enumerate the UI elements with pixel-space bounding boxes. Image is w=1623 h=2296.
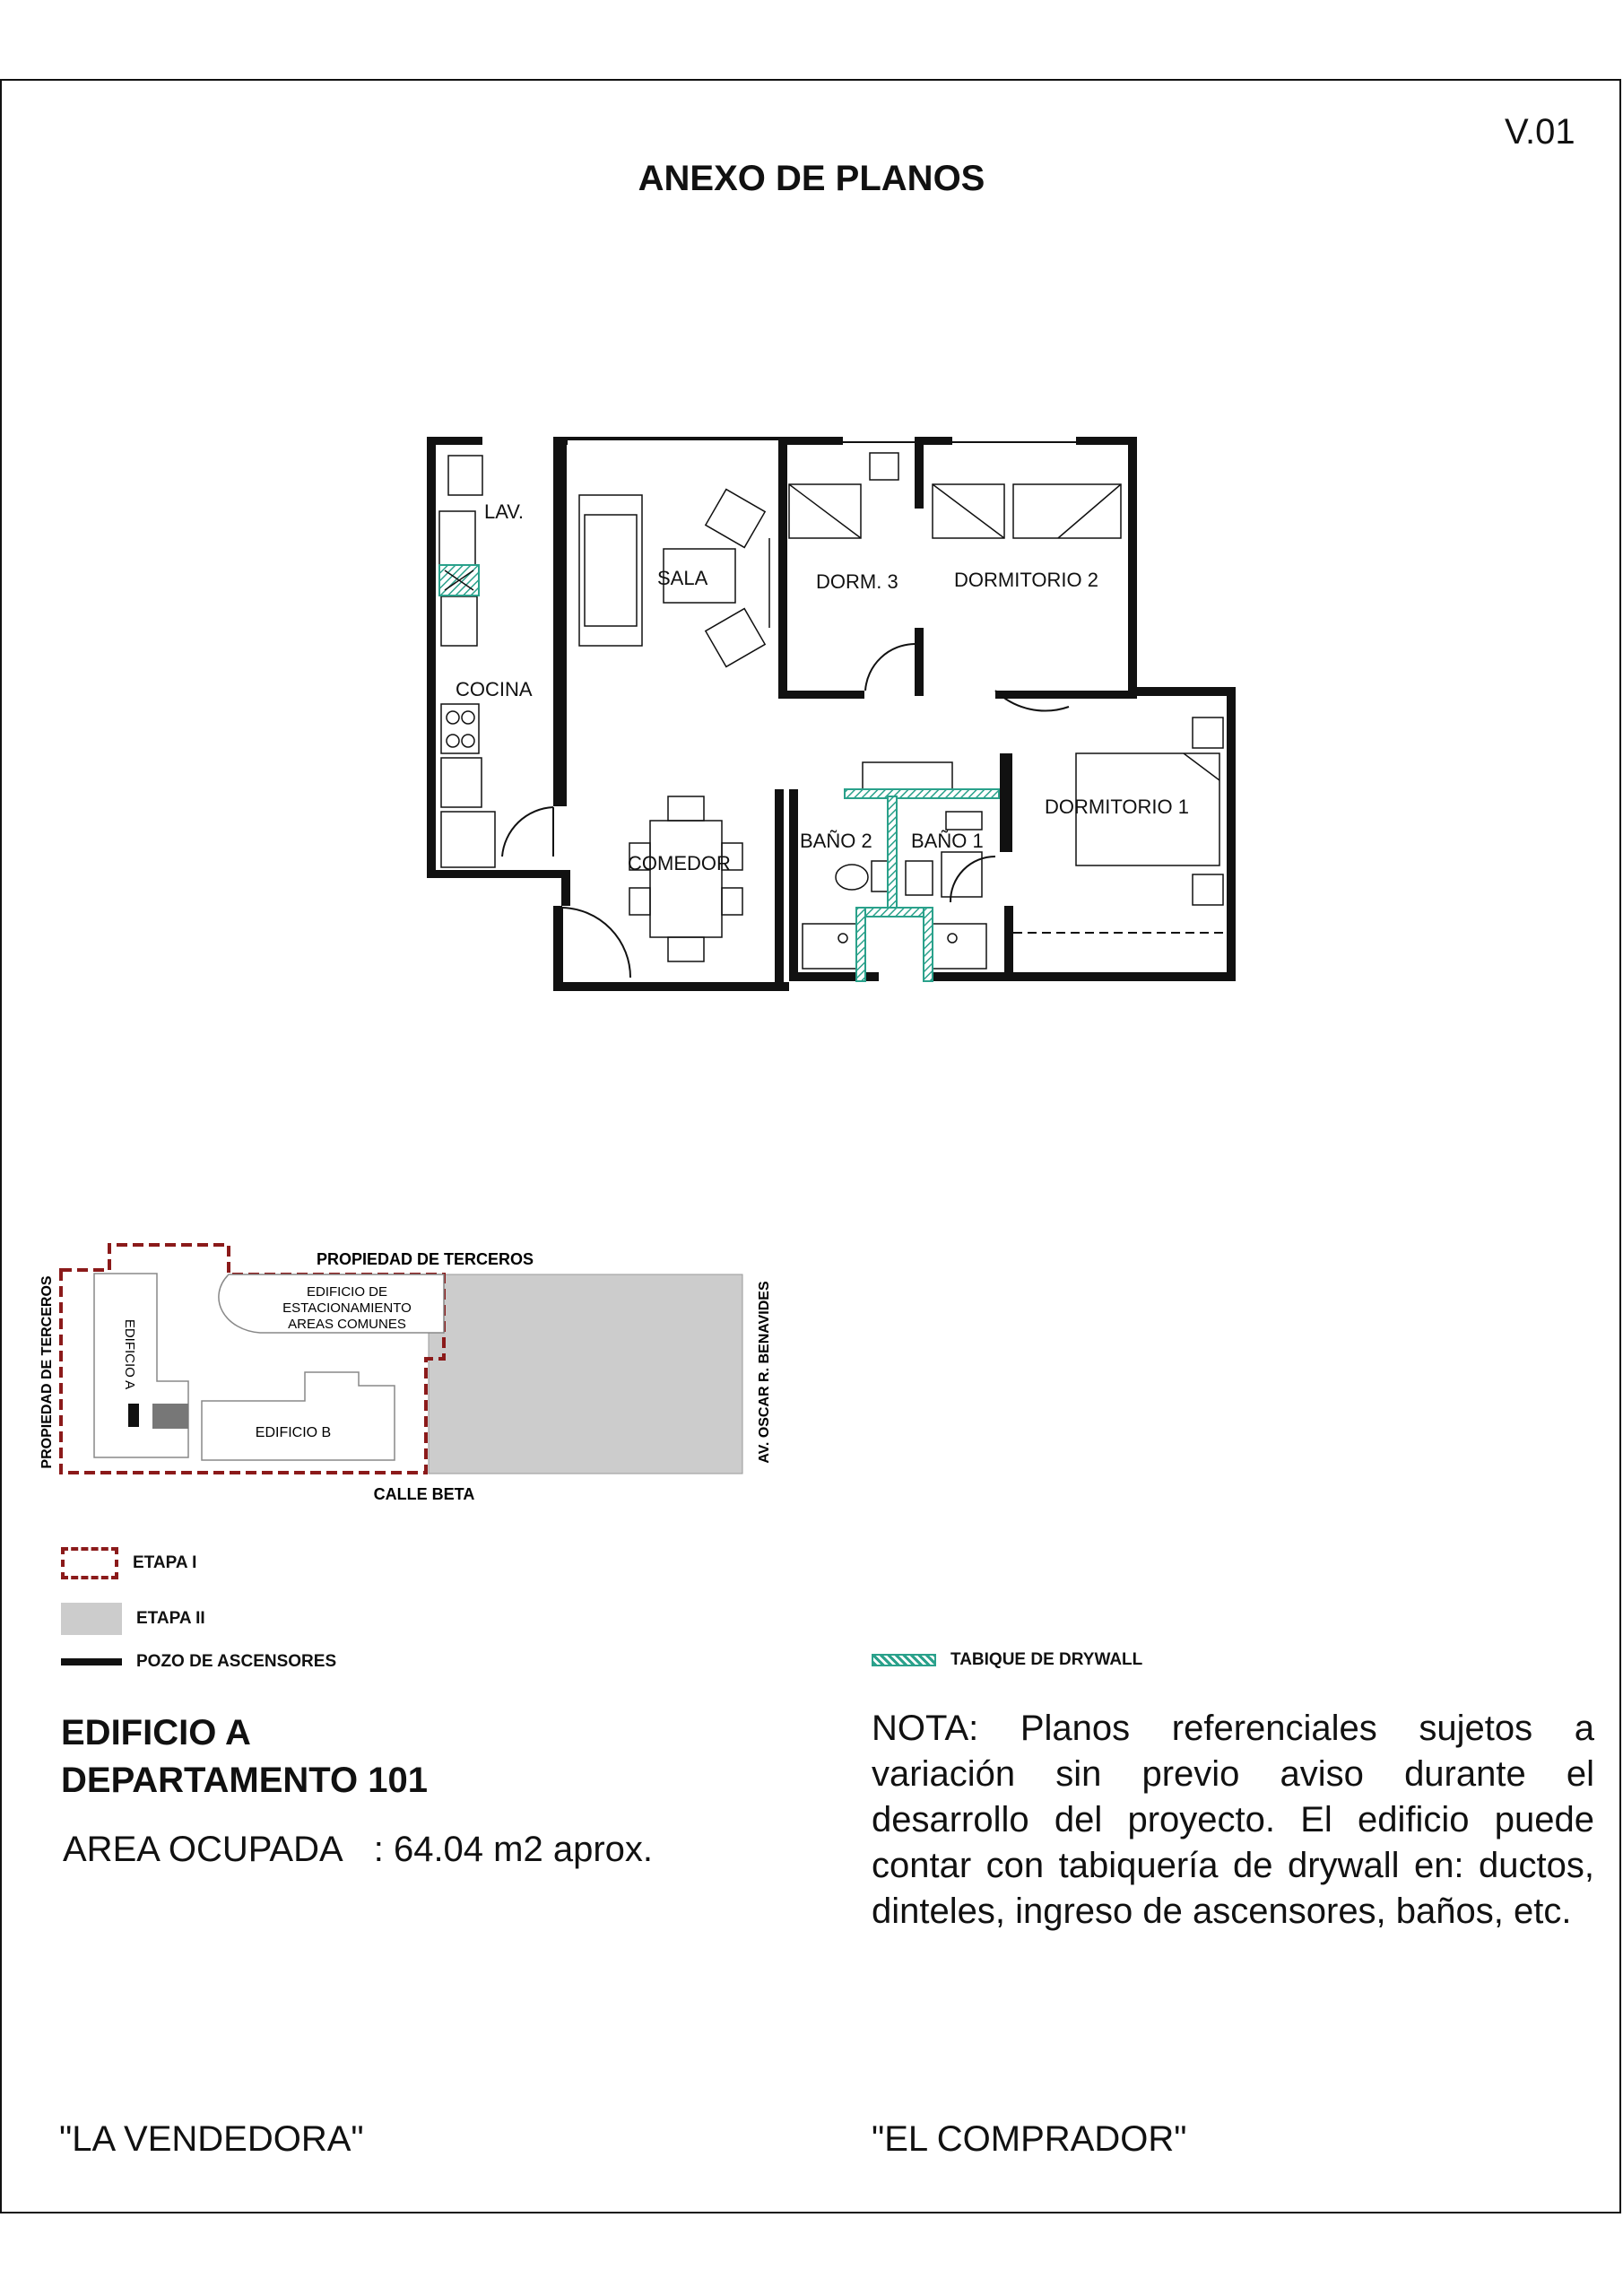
dining-furniture bbox=[629, 796, 742, 961]
legend-etapa1-label: ETAPA I bbox=[133, 1553, 197, 1572]
building-name: EDIFICIO A bbox=[61, 1713, 251, 1752]
room-label-dorm3: DORM. 3 bbox=[816, 570, 898, 593]
disclaimer-note: NOTA: Planos referenciales sujetos a variación sin previo aviso durante el desarrollo del proyecto. El edificio puede contar con tabiquería de drywall en: ductos, dinteles, ingreso de ascensores, baños, etc. bbox=[872, 1709, 1594, 1931]
elevator-swatch bbox=[61, 1658, 122, 1665]
site-east-label: AV. OSCAR R. BENAVIDES bbox=[757, 1281, 772, 1464]
building-a-label: EDIFICIO A bbox=[122, 1318, 137, 1390]
legend-etapa2 bbox=[61, 1603, 205, 1635]
version-label: V.01 bbox=[1505, 112, 1575, 152]
floor-plan bbox=[412, 422, 1246, 996]
walls bbox=[427, 437, 1236, 991]
building-b-outline bbox=[202, 1372, 395, 1460]
drywall-partitions bbox=[845, 789, 999, 981]
legend-etapa2-label: ETAPA II bbox=[136, 1609, 205, 1628]
legend-elevator bbox=[61, 1652, 336, 1672]
room-label-lav: LAV. bbox=[484, 500, 525, 523]
legend-etapa1 bbox=[61, 1547, 196, 1579]
page-title: ANEXO DE PLANOS bbox=[638, 159, 985, 198]
etapa2-area bbox=[429, 1274, 742, 1474]
site-north-label: PROPIEDAD DE TERCEROS bbox=[316, 1250, 534, 1268]
etapa1-swatch bbox=[61, 1547, 118, 1579]
room-label-sala: SALA bbox=[657, 567, 708, 589]
parking-label-1: EDIFICIO DE bbox=[306, 1284, 388, 1300]
area-label: AREA OCUPADA bbox=[63, 1830, 342, 1869]
apartment-name: DEPARTAMENTO 101 bbox=[61, 1761, 428, 1800]
drywall-swatch bbox=[872, 1654, 936, 1666]
etapa2-swatch bbox=[61, 1603, 122, 1635]
area-line bbox=[63, 1830, 653, 1870]
parking-label-3: AREAS COMUNES bbox=[288, 1317, 406, 1332]
legend-drywall-label: TABIQUE DE DRYWALL bbox=[950, 1650, 1143, 1669]
building-b-label: EDIFICIO B bbox=[255, 1425, 332, 1440]
legend-elevator-label: POZO DE ASCENSORES bbox=[136, 1652, 337, 1671]
room-label-dorm2: DORMITORIO 2 bbox=[954, 569, 1098, 591]
signature-seller: "LA VENDEDORA" bbox=[59, 2119, 364, 2159]
room-label-comedor: COMEDOR bbox=[628, 852, 731, 874]
room-label-bano2: BAÑO 2 bbox=[800, 830, 872, 852]
building-a-outline bbox=[94, 1274, 188, 1457]
room-label-bano1: BAÑO 1 bbox=[911, 830, 984, 852]
parking-label-2: ESTACIONAMIENTO bbox=[282, 1300, 412, 1316]
legend-drywall bbox=[872, 1650, 1142, 1670]
site-plan bbox=[27, 1229, 798, 1507]
site-south-label: CALLE BETA bbox=[373, 1485, 475, 1503]
room-label-dorm1: DORMITORIO 1 bbox=[1045, 796, 1189, 818]
signature-buyer: "EL COMPRADOR" bbox=[872, 2119, 1187, 2159]
elevator-shaft bbox=[128, 1404, 139, 1427]
window-lines bbox=[843, 442, 1228, 972]
area-value: : 64.04 m2 aprox. bbox=[373, 1830, 654, 1869]
room-label-cocina: COCINA bbox=[456, 678, 533, 700]
unit-highlight bbox=[152, 1404, 188, 1429]
site-west-label: PROPIEDAD DE TERCEROS bbox=[39, 1275, 55, 1469]
